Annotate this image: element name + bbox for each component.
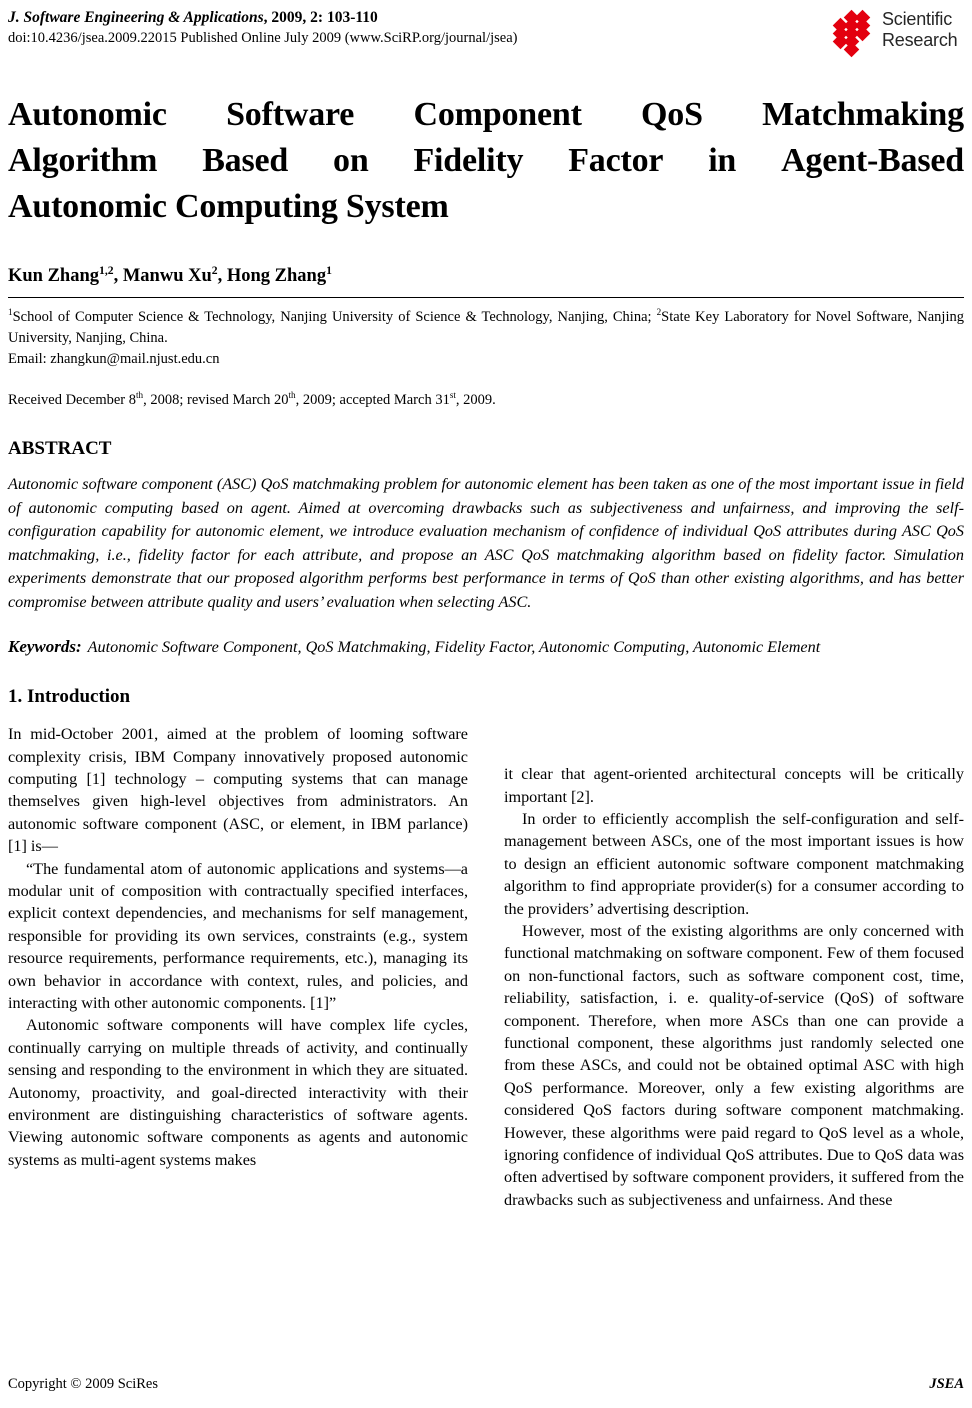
dates-part-3: , 2009; accepted March 31 xyxy=(295,392,450,408)
author-sep-1: , xyxy=(113,266,123,286)
keywords-label: Keywords: xyxy=(8,636,82,656)
author-divider-rule xyxy=(8,297,964,298)
title-line-3: Autonomic Computing System xyxy=(8,188,449,225)
author-2-name: Manwu Xu xyxy=(122,266,212,286)
logo-line-1: Scientific xyxy=(882,9,953,29)
logo-wordmark xyxy=(882,9,957,51)
title-word: QoS xyxy=(641,96,703,133)
dates-part-1: Received December 8 xyxy=(8,392,137,408)
keywords-text: Autonomic Software Component, QoS Matchmaking, Fidelity Factor, Autonomic Computing, Autonomic Element xyxy=(87,637,821,656)
page-footer xyxy=(8,1374,964,1394)
affiliation-2-text: State Key Laboratory for Novel Software, Nanjing University, Nanjing, China. xyxy=(8,309,964,346)
title-word: Based xyxy=(202,142,289,179)
dates-part-2: , 2008; revised March 20 xyxy=(143,392,289,408)
title-word: Matchmaking xyxy=(762,96,964,133)
page-title xyxy=(8,92,964,230)
title-word: Component xyxy=(413,96,582,133)
affiliation-1-text: School of Computer Science & Technology, Nanjing University of Science & Technology, Nanjing, China; xyxy=(12,309,657,325)
author-1-name: Kun Zhang xyxy=(8,266,100,286)
affil-marker-1: 1 xyxy=(8,307,13,318)
contact-email: Email: zhangkun@mail.njust.edu.cn xyxy=(8,351,220,367)
title-word: Algorithm xyxy=(8,142,158,179)
paragraph: However, most of the existing algorithms are only concerned with functional matchmaking on software component. Few of them focused on non-functional factors, such as software component cost, time, reliability, satisfaction, i. e. quality-of-service (QoS) of software component. Therefore, when more ASCs than one can provide a functional component, these algorithms just randomly selected one from these ASCs, and could not be obtained optimal ASC with high QoS performance. Moreover, only a few existing algorithms are considered QoS factors during software component matchmaking. However, these algorithms were paid regard to QoS level as a whole, ignoring confidence of individual QoS attributes. Due to QoS data was often advertised by software component providers, it suffered from the drawbacks such as subjectiveness and unfairness. And these xyxy=(504,922,964,1209)
title-word: Autonomic xyxy=(8,96,167,133)
journal-volume-pages: , 2009, 2: 103-110 xyxy=(263,9,378,26)
logo-line-2: Research xyxy=(882,30,958,50)
title-word: Software xyxy=(226,96,355,133)
paragraph: it clear that agent-oriented architectural concepts will be critically important [2]. xyxy=(504,765,964,806)
doi-line: doi:10.4236/jsea.2009.22015 Published Online July 2009 (www.SciRP.org/journal/jsea) xyxy=(8,30,518,46)
body-columns xyxy=(8,723,964,1211)
left-column xyxy=(8,723,468,1211)
title-word: Fidelity xyxy=(413,142,524,179)
dates-part-4: , 2009. xyxy=(455,392,496,408)
publisher-logo xyxy=(824,8,964,54)
author-list xyxy=(8,264,964,288)
page-content xyxy=(8,8,964,1211)
abstract-text: Autonomic software component (ASC) QoS matchmaking problem for autonomic element has been taken as one of the most important issue in field of autonomic computing based on agent. Aimed at overcoming drawbacks such as subjectiveness and unfairness, and improving the self-configuration capability for autonomic element, we introduce evaluation mechanism of confidence of individual QoS attributes during ASC QoS matchmaking, i.e., fidelity factor for each attribute, and propose an ASC QoS matchmaking algorithm based on fidelity factor. Simulation experiments demonstrate that our proposed algorithm performs best performance in terms of QoS than other existing algorithms, and has better compromise between attribute quality and users’ evaluation when selecting ASC. xyxy=(8,475,964,611)
author-2-affil-marker: 2 xyxy=(211,263,218,277)
title-word: on xyxy=(333,142,369,179)
masthead xyxy=(8,8,964,54)
dates-sup-3: st xyxy=(449,390,456,401)
paragraph: “The fundamental atom of autonomic applications and systems—a modular unit of composition with contractually specified interfaces, explicit context dependencies, and mechanisms for self management, responsible for providing its own services, constraints (e.g., system resource requirements, performance requirements, etc.), managing its own behavior in accordance with context, rules, and policies, and interacting with other autonomic components. [1]” xyxy=(8,859,468,1013)
title-word: Factor xyxy=(568,142,664,179)
masthead-text xyxy=(8,8,808,48)
section-heading-introduction: 1. Introduction xyxy=(8,686,131,708)
affiliation-block xyxy=(8,307,964,349)
title-word: in xyxy=(708,142,737,179)
title-line-1 xyxy=(8,92,964,138)
affil-marker-2: 2 xyxy=(656,307,662,318)
keywords-block xyxy=(8,635,964,660)
dates-sup-1: th xyxy=(136,390,144,401)
journal-name: J. Software Engineering & Applications xyxy=(8,9,264,26)
author-sep-2: , xyxy=(217,266,227,286)
author-3-affil-marker: 1 xyxy=(326,263,332,277)
dates-sup-2: th xyxy=(288,390,296,401)
journal-abbreviation: JSEA xyxy=(929,1376,964,1392)
author-3-name: Hong Zhang xyxy=(226,266,327,286)
paragraph: In order to efficiently accomplish the self-configuration and self-management between ASCs, one of the most important issues is how to design an efficient autonomic software component matchmaking algorithm to find appropriate provider(s) for a consumer according to the providers’ advertising description. xyxy=(504,809,964,918)
right-column xyxy=(504,723,964,1211)
author-1-affil-marker: 1,2 xyxy=(99,263,114,277)
red-diamonds-icon xyxy=(832,12,878,52)
title-word: Agent-Based xyxy=(781,142,964,179)
paragraph: In mid-October 2001, aimed at the problem of looming software complexity crisis, IBM Company innovatively proposed autonomic computing [1] technology – computing systems that can manage themselves given high-level objectives from administrators. An autonomic software component (ASC, or element, in IBM parlance) [1] is— xyxy=(8,725,468,856)
received-revised-accepted-line xyxy=(8,390,964,411)
copyright-text: Copyright © 2009 SciRes xyxy=(8,1376,158,1392)
abstract-heading: ABSTRACT xyxy=(8,438,112,459)
journal-citation-line xyxy=(8,8,808,28)
title-line-2 xyxy=(8,138,964,184)
paragraph: Autonomic software components will have complex life cycles, continually carrying on multiple threads of activity, and continually sensing and responding to the environment in which they are situated. Autonomy, proactivity, and goal-directed interactivity with their environment are distinguishing characteristics of software agents. Viewing autonomic software components as agents and autonomic systems as multi-agent systems makes xyxy=(8,1016,468,1169)
